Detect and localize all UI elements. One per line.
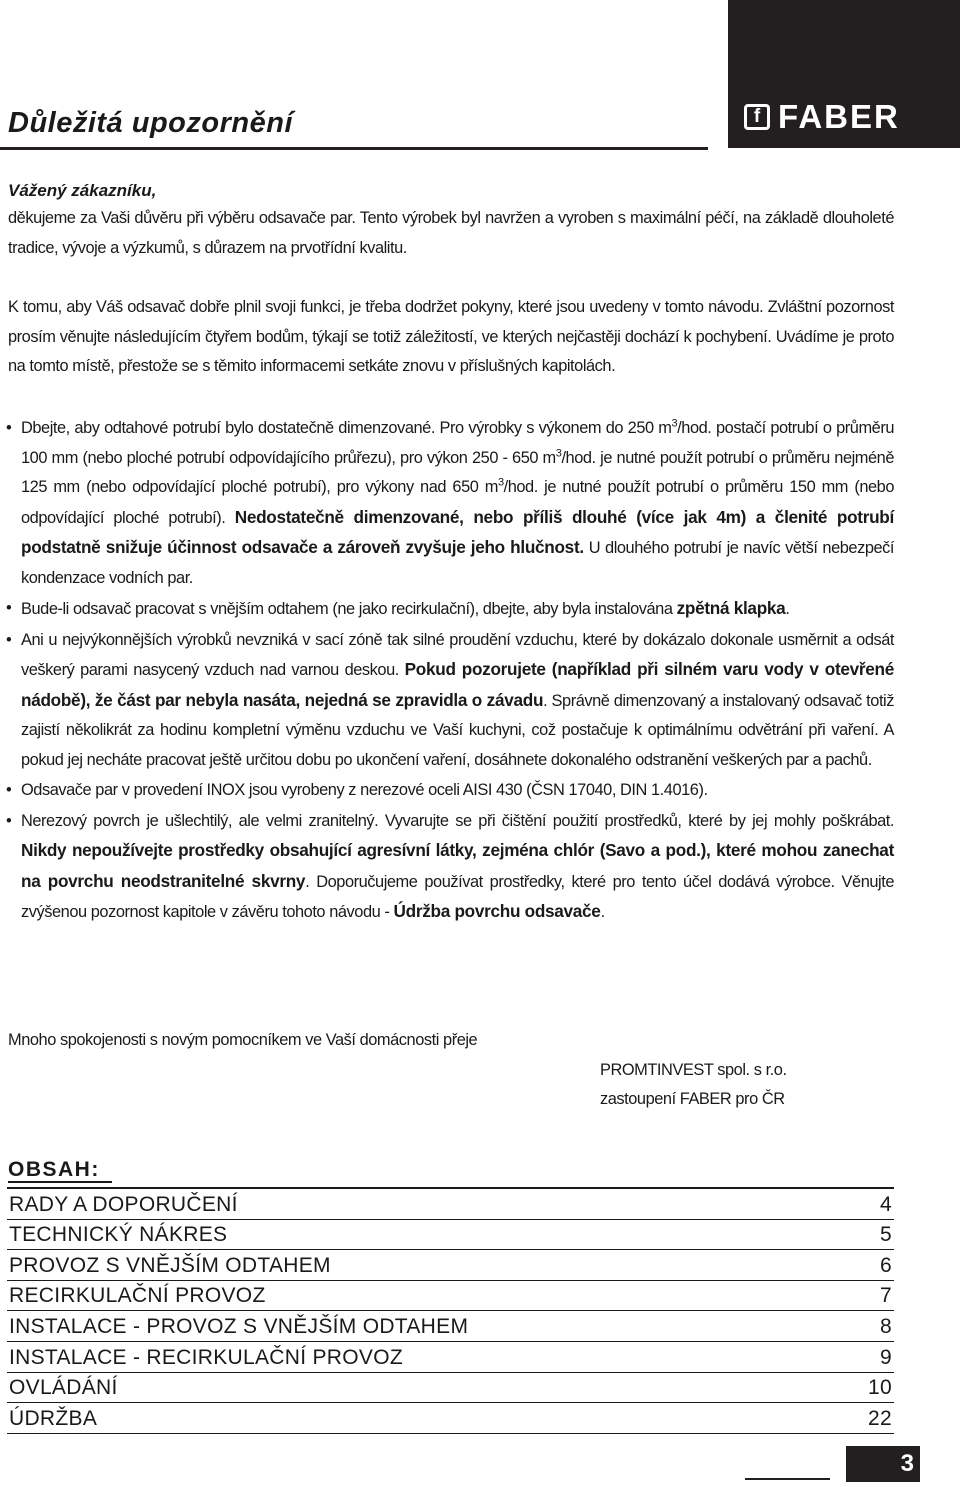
footer-rule <box>745 1478 830 1480</box>
title-underline <box>0 147 708 150</box>
list-item: • Ani u nejvýkonnějších výrobků nevzniká v sací zóně tak silné proudění vzduchu, které by dokázalo dokonale usměrnit a odsát veškerý parami nasycený vzduch nad varnou deskou. Pokud pozorujete (například při silném varu vody v otevřené nádobě), že část par nebyla nasáta, nejedná se zpravidla o závadu. Správně dimenzovaný a instalovaný odsavač totiž zajistí několikrát za hodinu kompletní výměnu vzduchu ve Vaší kuchyni, což postačuje k optimálnímu odvětrání při vaření. A pokud jej necháte pracovat ještě určitou dobu po ukončení vaření, dosáhnete dokonalého odstranění veškerých par a pachů. <box>8 626 894 776</box>
page-number: 3 <box>846 1446 920 1482</box>
signature-company: PROMTINVEST spol. s r.o. <box>600 1061 787 1079</box>
table-of-contents <box>7 1187 894 1434</box>
bold-term: Údržba povrchu odsavače <box>393 901 601 921</box>
closing-text: Mnoho spokojenosti s novým pomocníkem ve Vaší domácnosti přeje <box>8 1031 478 1049</box>
toc-row: INSTALACE - PROVOZ S VNĚJŠÍM ODTAHEM 8 <box>7 1311 894 1342</box>
toc-title: OBSAH: <box>8 1158 100 1181</box>
bold-term: zpětná klapka <box>676 598 786 618</box>
greeting: Vážený zákazníku, <box>8 181 157 200</box>
intro-paragraph-1: děkujeme za Vaši důvěru při výběru odsavače par. Tento výrobek byl navržen a vyroben s maximální péčí, na základě dlouholeté tradice, vývoje a výzkumů, s důrazem na prvotřídní kvalitu. <box>8 209 894 257</box>
bold-warning: Nikdy nepoužívejte prostředky obsahující agresívní látky, zejména chlór (Savo a pod.), které mohou zanechat na povrchu neodstranitelné skvrny <box>21 840 894 891</box>
faber-logo <box>728 0 960 148</box>
list-item: • Dbejte, aby odtahové potrubí bylo dostatečně dimenzované. Pro výrobky s výkonem do 250 $m^3$/hod. postačí potrubí o průměru 100 mm (nebo ploché potrubí odpovídajícího průřezu), pro výkon 250 - 650 $m^3$/hod. je nutné použít potrubí o průměru nejméně 125 mm (nebo odpovídající ploché potrubí), pro výkony nad 650 $m^3$/hod. je nutné použít potrubí o průměru 150 mm (nebo odpovídající ploché potrubí). Nedostatečně dimenzované, nebo příliš dlouhé (více jak 4m) a členité potrubí podstatně snižuje účinnost odsavače a zároveň zvyšuje jeho hlučnost. U dlouhého potrubí je navíc větší nebezpečí kondenzace vodních par. <box>8 414 894 593</box>
toc-row: OVLÁDÁNÍ 10 <box>7 1373 894 1404</box>
toc-row: ÚDRŽBA 22 <box>7 1403 894 1434</box>
list-item: • Nerezový povrch je ušlechtilý, ale velmi zranitelný. Vyvarujte se při čištění použití prostředků, které by jej mohly poškrábat. Nikdy nepoužívejte prostředky obsahující agresívní látky, zejména chlór (Savo a pod.), které mohou zanechat na povrchu neodstranitelné skvrny. Doporučujeme používat prostředky, které pro tento účel dodává výrobce. Věnujte zvýšenou pozornost kapitole v závěru tohoto návodu - Údržba povrchu odsavače. <box>8 807 894 928</box>
faber-logo-mark: f <box>744 104 770 130</box>
toc-row: RADY A DOPORUČENÍ 4 <box>7 1189 894 1220</box>
page-title: Důležitá upozornění <box>8 107 293 139</box>
toc-row: PROVOZ S VNĚJŠÍM ODTAHEM 6 <box>7 1250 894 1281</box>
bold-warning: Nedostatečně dimenzované, nebo příliš dlouhé (více jak 4m) a členité potrubí podstatně snižuje účinnost odsavače a zároveň zvyšuje jeho hlučnost. <box>21 506 894 557</box>
toc-row: INSTALACE - RECIRKULAČNÍ PROVOZ 9 <box>7 1342 894 1373</box>
signature-representation: zastoupení FABER pro ČR <box>600 1090 785 1108</box>
intro-paragraph-2: K tomu, aby Váš odsavač dobře plnil svoji funkci, je třeba dodržet pokyny, které jsou uvedeny v tomto návodu. Zvláštní pozornost prosím věnujte následujícím čtyřem bodům, týkají se totiž záležitostí, ve kterých nejčastěji dochází k pochybení. Uvádíme je proto na tomto místě, přestože se s těmito informacemi setkáte znovu v příslušných kapitolách. <box>8 298 894 375</box>
faber-logo-text: FABER <box>778 98 900 135</box>
toc-row: TECHNICKÝ NÁKRES 5 <box>7 1220 894 1251</box>
bold-warning: Pokud pozorujete (například při silném varu vody v otevřené nádobě), že část par nebyla nasáta, nejedná se zpravidla o závadu <box>21 659 894 710</box>
important-notes-list <box>8 414 894 928</box>
toc-title-underline <box>8 1181 112 1183</box>
toc-row: RECIRKULAČNÍ PROVOZ 7 <box>7 1281 894 1312</box>
list-item: • Odsavače par v provedení INOX jsou vyrobeny z nerezové oceli AISI 430 (ČSN 17040, DIN 1.4016). <box>8 776 894 806</box>
list-item: • Bude-li odsavač pracovat s vnějším odtahem (ne jako recirkulační), dbejte, aby byla instalována zpětná klapka. <box>8 594 894 625</box>
